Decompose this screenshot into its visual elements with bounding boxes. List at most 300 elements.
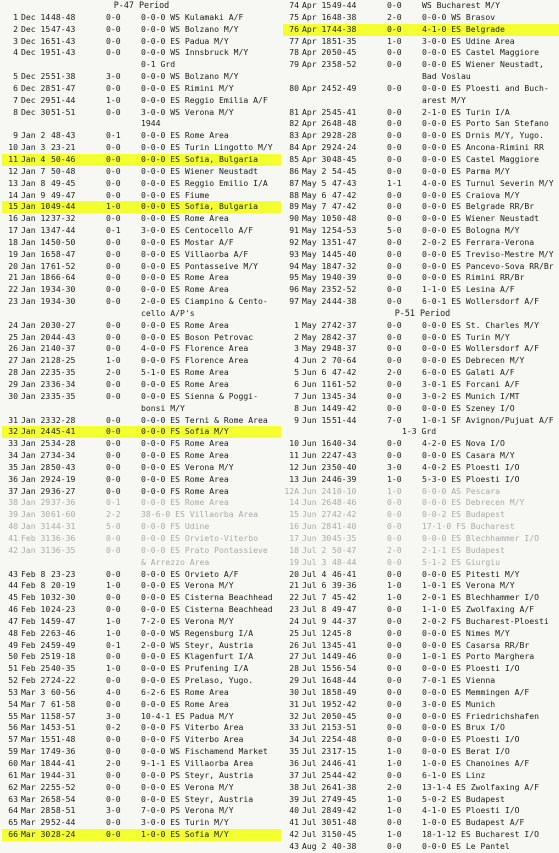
mission-row [2,284,281,296]
mission-sorties: 46-41 [332,758,357,768]
mission-sorties: 49-44 [51,201,76,212]
mission-row [2,272,281,284]
mission-target: 0-0-0 ES Drnis M/Y, Yugo. [422,130,544,141]
mission-row [2,166,281,178]
mission-number: 97 [289,296,299,307]
mission-row [2,415,281,427]
mission-row [2,237,281,249]
mission-row [283,237,559,249]
mission-row [2,616,281,628]
mission-date: Jun 14 [302,402,332,413]
mission-sorties: 61-58 [51,698,76,709]
mission-losses: 0-0 [387,118,402,129]
mission-row [2,580,281,592]
mission-row [283,36,559,48]
mission-number: 11 [8,153,18,164]
mission-date: Jul 6 [302,580,327,591]
mission-date: Mar 19 [21,769,51,780]
mission-date: Jan 2 [21,130,46,141]
mission-sorties: 48-37 [332,343,357,354]
mission-target: arest M/Y [422,94,466,105]
mission-sorties: 44-38 [332,23,357,34]
mission-target: 0-0-0 ES Steyr, Austria [141,793,254,804]
mission-sorties: 50-45 [332,710,357,721]
mission-losses: 0-0 [387,734,402,745]
mission-number: 64 [8,805,18,816]
mission-losses: 0-0 [387,675,402,686]
mission-number: 60 [8,758,18,768]
mission-number: 17 [8,225,18,236]
mission-sorties: 49-42 [332,402,357,413]
mission-target: 4-1-0 ES Belgrade [422,23,505,34]
mission-row [283,663,559,675]
mission-losses: 0-0 [387,627,402,638]
mission-date: May 6 [302,189,327,200]
mission-number: 87 [289,177,299,188]
mission-number: 14 [8,189,18,200]
mission-target: 2-1-1 ES Budapest [422,544,505,555]
mission-losses: 0-0 [106,734,121,745]
mission-target: 0-0-0 ES Rome Area [141,497,229,508]
mission-row [2,332,281,344]
mission-date: Jan 27 [21,450,51,461]
mission-date: Apr 26 [302,118,332,129]
mission-number: 42 [8,544,18,555]
mission-number: 2 [294,331,299,342]
mission-sorties: 50-46 [51,153,76,164]
mission-date: Jul 24 [302,758,332,768]
mission-row [283,130,559,142]
mission-number: 22 [289,592,299,603]
mission-number: 28 [8,367,18,378]
mission-row [283,166,559,178]
mission-date: Jun 28 [302,521,332,532]
mission-target: 0-0-0 ES Rome Area [141,698,229,709]
mission-number: 63 [8,793,18,804]
mission-number: 77 [289,35,299,46]
mission-number: 29 [8,379,18,389]
mission-row [2,391,281,403]
mission-row [283,829,559,841]
mission-row [283,462,559,474]
mission-losses: 0-0 [106,142,121,153]
mission-sorties: 49-42 [332,805,357,816]
mission-date: Feb 25 [21,663,51,674]
mission-date: Jan 7 [21,165,46,176]
mission-losses: 3-0 [106,710,121,721]
mission-number: 36 [289,758,299,768]
mission-date: Jan 29 [21,497,51,508]
mission-date: May 18 [302,260,332,271]
mission-losses: 0-0 [387,355,402,366]
mission-row [2,154,281,166]
mission-target: 0-0-0 WS Kulamaki A/F [141,11,244,22]
mission-losses: 2-0 [387,781,402,792]
mission-target: 2-1-0 ES Turin I/A [422,106,510,117]
mission-target: 3-0-1 ES Forcani A/F [422,379,520,389]
mission-row [283,178,559,190]
mission-target: 0-0-0 WS Fischamend Market [141,746,268,757]
mission-sorties: 42-42 [332,509,357,520]
mission-date: May 19 [302,272,332,283]
mission-row [2,225,281,237]
mission-row [283,474,559,486]
mission-sorties: 41-40 [332,521,357,532]
mission-number: 10 [289,438,299,449]
mission-target: 6-0-1 ES Wollersdorf A/F [422,296,539,307]
mission-sorties: 34-34 [51,450,76,461]
mission-sorties: 61-52 [332,379,357,389]
mission-row [283,272,559,284]
mission-sorties: 51-35 [332,35,357,46]
mission-sorties: 52-49 [332,82,357,93]
mission-date: Jun 6 [302,367,327,378]
mission-sorties: 20-19 [51,580,76,591]
mission-sorties: 50-45 [332,829,357,840]
mission-row [283,746,559,758]
mission-target: 0-0-2 ES Budapest [422,509,505,520]
mission-losses: 0-0 [106,568,121,579]
mission-losses: 0-0 [106,544,121,555]
mission-number: 1 [13,11,18,22]
mission-target: 0-0-0 ES Orvieto A/F [141,568,239,579]
mission-date: Apr 24 [302,82,332,93]
mission-date: Jan 31 [21,544,51,555]
mission-target: 5-1-2 ES Giurgiu [422,556,500,567]
mission-target: 0-0-0 PS Steyr, Austria [141,769,254,780]
mission-losses: 0-0 [106,473,121,484]
mission-losses: 0-0 [106,82,121,93]
mission-row [283,794,559,806]
mission-row [283,592,559,604]
mission-row [283,47,559,59]
mission-date: Dec 30 [21,106,51,117]
mission-date: May 14 [302,248,332,259]
mission-number: 41 [289,817,299,828]
mission-losses: 0-0 [106,450,121,461]
mission-target: 0-0-0 WS Bolzano M/Y [141,71,239,82]
mission-target: 0-0-0 ES Castel Maggiore [422,47,539,58]
mission-losses: 2-0 [387,11,402,22]
mission-number: 94 [289,260,299,271]
mission-sorties: 17-15 [332,746,357,757]
mission-row [2,426,281,438]
mission-date: Jan 22 [21,367,51,378]
mission-date: Dec 28 [21,82,51,93]
mission-date: Jun 2 [302,355,327,366]
mission-losses: 0-0 [387,201,402,212]
mission-sorties: 54-48 [332,734,357,745]
mission-row [283,59,559,71]
mission-date: Mar 26 [21,793,51,804]
mission-sorties: 51-43 [51,47,76,58]
mission-losses: 0-0 [387,260,402,271]
mission-row [2,201,281,213]
mission-date: Jan 25 [21,438,51,449]
mission-number: 6 [13,82,18,93]
mission-date: Jan 10 [21,201,51,212]
mission-target: 3-0-0 ES Turin M/Y [141,817,229,828]
mission-row [2,320,281,332]
mission-number: 35 [8,461,18,472]
mission-target: 3-0-2 ES Munich I/MT [422,390,520,401]
mission-losses: 0-0 [106,698,121,709]
mission-losses: 0-0 [387,651,402,662]
mission-date: Jul 2 [302,544,327,555]
mission-sorties: 51-43 [51,35,76,46]
mission-losses: 0-1 [106,130,121,141]
mission-losses: 1-0 [106,355,121,366]
mission-losses: 0-0 [387,615,402,626]
mission-target: 0-0-0 ES Friedrichshafen [422,710,539,721]
mission-row [2,403,281,415]
mission-losses: 1-0 [106,94,121,105]
mission-target: 0-0-0 ES Fiume [141,189,210,200]
mission-date: Jan 19 [21,284,51,295]
mission-target: 0-0-0 ES Rome Area [141,473,229,484]
mission-losses: 0-0 [387,189,402,200]
mission-number: 74 [289,0,299,10]
mission-date: Jan 21 [21,355,51,366]
mission-number: 46 [8,604,18,615]
mission-date: May 5 [302,177,327,188]
mission-number: 23 [289,604,299,615]
mission-losses: 0-0 [106,343,121,354]
mission-target: 0-0-0 ES Brux I/O [422,722,505,733]
mission-target: 0-0-0 ES Prelaso, Yugo. [141,675,254,686]
mission-sorties: 48-43 [51,130,76,141]
mission-sorties: 42-37 [332,319,357,330]
mission-number: 30 [289,686,299,697]
mission-sorties: 48-44 [332,675,357,686]
mission-row [2,438,281,450]
mission-date: Jun 16 [302,438,332,449]
mission-row [283,107,559,119]
mission-date: Mar 14 [21,722,51,733]
mission-number: 33 [289,722,299,733]
mission-sorties: 50-48 [332,213,357,224]
mission-sorties: 28-28 [332,130,357,141]
mission-number: 57 [8,734,18,745]
mission-sorties: 52-42 [332,698,357,709]
mission-number: 4 [294,355,299,366]
mission-row [2,486,281,498]
mission-losses: 2-0 [106,758,121,768]
mission-sorties: 45-35 [332,532,357,543]
mission-date: Jan 16 [21,248,51,259]
right-subtitle-text: 1-3 Grd [402,426,437,437]
mission-target: 7-0-0 PS Verona M/Y [141,805,234,816]
mission-sorties: 45-41 [332,639,357,650]
mission-losses: 0-0 [387,284,402,295]
mission-number: 12A [284,485,299,496]
mission-target: 0-0-0 ES Prato Pontassieve [141,544,268,555]
mission-sorties: 24-19 [51,473,76,484]
mission-date: Feb 31 [21,532,51,543]
mission-row [2,249,281,261]
mission-number: 93 [289,248,299,259]
mission-number: 45 [8,592,18,603]
mission-date: Jul 15 [302,663,332,674]
mission-losses: 0-0 [387,817,402,828]
mission-date: Feb 27 [21,675,51,686]
mission-target: 0-0-0 ES Rome Area [141,284,229,295]
mission-sorties: 54-53 [332,225,357,236]
left-section-title: P-47 Period [113,0,170,10]
mission-losses: 0-0 [106,817,121,828]
mission-number: 7 [13,94,18,105]
mission-sorties: 47-43 [51,23,76,34]
mission-number: 15 [8,201,18,212]
mission-number: 16 [289,521,299,532]
mission-row [283,367,559,379]
mission-losses: 0-0 [387,568,402,579]
mission-target: 0-0-0 ES Turin Lingotto M/Y [141,142,273,153]
mission-number: 54 [8,698,18,709]
mission-date: Jan 31 [21,521,51,532]
mission-losses: 0-0 [387,379,402,389]
mission-row [283,213,559,225]
mission-row [283,557,559,569]
mission-sorties: 24-22 [51,675,76,686]
mission-date: Jun 26 [302,497,332,508]
mission-number: 49 [8,639,18,650]
mission-row [2,142,281,154]
mission-row [2,521,281,533]
mission-target: 1-0-0 ES Chanoines A/F [422,758,530,768]
mission-row [283,817,559,829]
mission-losses: 0-0 [106,604,121,615]
mission-target: 2-0-0 ES Ciampino & Cento- [141,296,268,307]
mission-row [283,118,559,130]
mission-row [283,379,559,391]
mission-sorties: 44-41 [51,758,76,768]
mission-losses: 0-0 [387,142,402,153]
mission-date: Jan 29 [21,485,51,496]
mission-target: 4-2-0 ES Nova I/O [422,438,505,449]
mission-target: 0-0-0 ES Casarsa RR/Br [422,639,530,650]
mission-number: 31 [289,698,299,709]
mission-date: Dec 19 [21,47,51,58]
mission-row [283,628,559,640]
mission-target: 4-0-2 ES Ploesti I/O [422,461,520,472]
mission-sorties: 44-42 [332,769,357,780]
mission-target: 0-0-0 ES Orvieto-Viterbo [141,532,258,543]
mission-losses: 0-0 [106,165,121,176]
mission-losses: 0-0 [106,426,121,437]
mission-date: Jan 20 [21,331,51,342]
mission-sorties: 58-54 [51,793,76,804]
mission-number: 13 [289,473,299,484]
mission-losses: 0-0 [106,189,121,200]
mission-target: 3-0-0 ES Udine Area [422,35,515,46]
mission-number: 51 [8,663,18,674]
mission-number: 29 [289,675,299,686]
mission-losses: 0-0 [106,213,121,224]
mission-number: 27 [289,651,299,662]
mission-target: 0-0-0 FS Viterbo Area [141,722,244,733]
mission-date: Mar 17 [21,746,51,757]
mission-row [283,249,559,261]
mission-sorties: 50-50 [51,236,76,247]
mission-number: 82 [289,118,299,129]
mission-target: 0-0-0 ES Pitesti M/Y [422,568,520,579]
mission-number: 86 [289,165,299,176]
mission-row [283,699,559,711]
mission-number: 42 [289,829,299,840]
mission-row [283,509,559,521]
mission-losses: 0-0 [387,130,402,141]
mission-sorties: 59-49 [51,639,76,650]
mission-target: 0-0-0 ES Blechhammer I/O [422,532,539,543]
mission-row [283,841,559,853]
mission-sorties: 44-37 [332,615,357,626]
mission-sorties: 50-47 [332,544,357,555]
mission-date: Jan 24 [21,426,51,437]
mission-number: 13 [8,177,18,188]
mission-losses: 0-0 [106,769,121,780]
mission-sorties: 45-8 [332,627,352,638]
mission-number: 3 [294,343,299,354]
mission-sorties: 48-45 [332,153,357,164]
mission-row [2,308,281,320]
mission-target: 0-0-0 ES Prufening I/A [141,663,249,674]
mission-target: 0-0-0 ES Sienna & Poggi- [141,390,258,401]
mission-target: 3-0-0 ES Munich [422,698,496,709]
mission-row [2,462,281,474]
mission-sorties: 51-48 [51,734,76,745]
mission-sorties: 48-44 [332,556,357,567]
mission-sorties: 50-45 [332,47,357,58]
mission-row [2,71,281,83]
mission-sorties: 37-36 [51,497,76,508]
mission-target: 0-0-0 ES Rome Area [141,450,229,461]
mission-number: 1 [294,319,299,330]
mission-number: 4 [13,47,18,58]
mission-target: 0-0-0 ES Turin M/Y [422,331,510,342]
mission-date: Jul 30 [302,817,332,828]
mission-row [283,355,559,367]
mission-row [2,95,281,107]
mission-number: 96 [289,284,299,295]
mission-row [283,403,559,415]
mission-date: Jan 20 [21,319,51,330]
mission-target: 4-1-0 ES Ploesti I/O [422,805,520,816]
mission-number: 52 [8,675,18,686]
mission-sorties: 50-48 [51,165,76,176]
mission-row [2,569,281,581]
mission-target: & Arrezzo Area [141,556,210,567]
mission-target: bonsi M/Y [141,402,185,413]
mission-sorties: 24-24 [332,142,357,153]
mission-row [2,130,281,142]
mission-row [283,320,559,332]
mission-date: May 29 [302,343,332,354]
mission-sorties: 47-43 [332,450,357,461]
mission-target: 1-0-0 ES Budapest A/F [422,817,525,828]
mission-row [2,355,281,367]
mission-sorties: 52-52 [332,284,357,295]
mission-number: 14 [289,497,299,508]
mission-date: Jan 8 [21,177,46,188]
mission-date: Feb 14 [21,615,51,626]
mission-sorties: 53-51 [51,722,76,733]
mission-row [283,225,559,237]
mission-row [2,628,281,640]
mission-losses: 0-0 [106,532,121,543]
mission-number: 85 [289,153,299,164]
mission-sorties: 58-57 [51,710,76,721]
